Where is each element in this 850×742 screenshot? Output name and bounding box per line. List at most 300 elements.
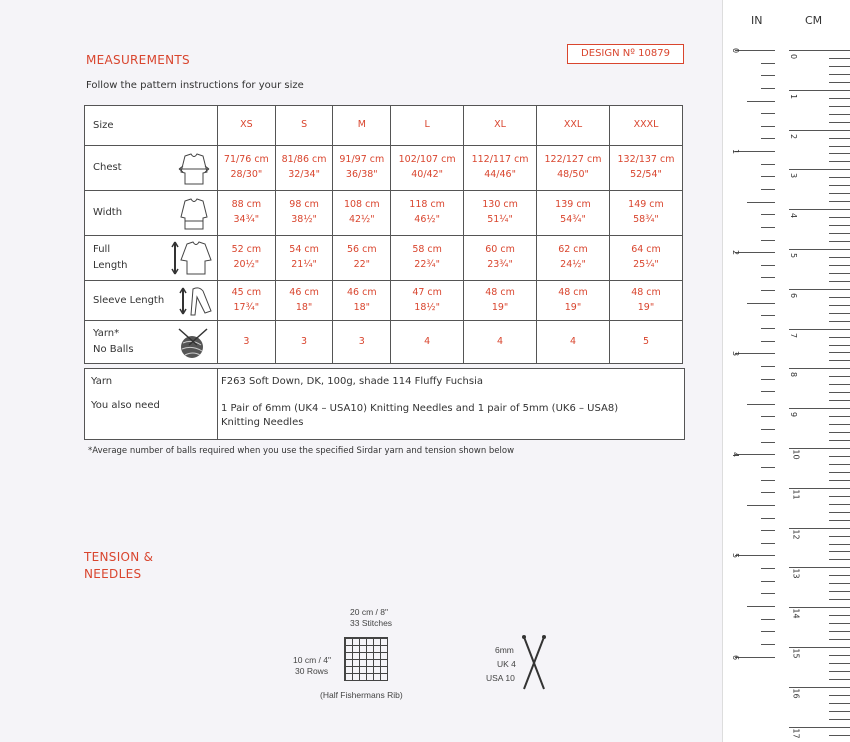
measurement-value: 3 <box>301 335 308 347</box>
row-label-cell <box>85 146 218 191</box>
inch-tick <box>761 581 775 582</box>
cm-tick <box>829 703 850 704</box>
size-m: M <box>333 106 391 146</box>
inch-scale <box>729 30 779 742</box>
measurement-value: 60 cm <box>485 244 515 256</box>
cm-tick <box>829 591 850 592</box>
cm-tick <box>829 265 850 266</box>
inch-tick <box>761 227 775 228</box>
measurement-value: 98 cm <box>289 199 319 211</box>
measurement-value: 52/54" <box>630 169 662 180</box>
measurement-cell <box>333 146 391 191</box>
cm-number: 17 <box>791 728 801 739</box>
measurement-cell <box>218 321 276 364</box>
cm-tick <box>829 161 850 162</box>
measurement-value: 54¾" <box>560 214 586 225</box>
cm-tick <box>829 297 850 298</box>
row-label: Sleeve Length <box>93 294 165 306</box>
cm-tick <box>829 106 850 107</box>
inch-tick <box>761 290 775 291</box>
cm-number: 16 <box>791 688 801 699</box>
inch-tick <box>761 619 775 620</box>
measurement-cell <box>391 146 464 191</box>
measurement-value: 18" <box>353 301 371 313</box>
measurement-value: 36/38" <box>345 169 378 180</box>
cm-number: 4 <box>789 213 799 219</box>
cm-tick <box>789 50 850 51</box>
measurement-value: 56 cm <box>347 244 377 256</box>
cm-tick <box>829 663 850 664</box>
measurement-value: 44/46" <box>484 169 516 180</box>
width-icon <box>177 197 211 237</box>
cm-number: 9 <box>789 412 799 418</box>
cm-tick <box>829 74 850 75</box>
measurement-value: 48 cm <box>558 286 588 298</box>
inch-tick <box>761 113 775 114</box>
yarn-label: Yarn <box>91 376 113 387</box>
cm-number: 7 <box>789 332 799 338</box>
cm-tick <box>829 360 850 361</box>
measurement-value: 48 cm <box>485 286 515 298</box>
cm-number: 8 <box>789 372 799 378</box>
row-label: Yarn* No Balls <box>93 328 134 355</box>
cm-tick <box>829 496 850 497</box>
cm-tick <box>829 146 850 147</box>
measurement-value: 54 cm <box>289 244 319 256</box>
measurement-value: 32/34" <box>288 169 320 180</box>
inch-tick <box>761 126 775 127</box>
inch-tick <box>735 252 775 253</box>
measurement-value: 46 cm <box>289 286 319 298</box>
cm-tick <box>829 98 850 99</box>
measurement-value: 132/137 cm <box>617 154 675 166</box>
cm-number: 3 <box>789 173 799 179</box>
yarn-value: F263 Soft Down, DK, 100g, shade 114 Fluffy Fuchsia <box>221 376 483 387</box>
measurement-row <box>85 146 683 191</box>
measurement-value: 48 cm <box>631 286 661 298</box>
inch-tick <box>761 176 775 177</box>
cm-number: 5 <box>789 252 799 259</box>
inch-tick <box>761 341 775 342</box>
inch-tick <box>761 240 775 241</box>
cm-tick <box>829 575 850 576</box>
cm-number: 11 <box>791 489 801 500</box>
inch-tick <box>761 543 775 544</box>
inch-tick <box>761 214 775 215</box>
measurement-value: 18½" <box>414 301 440 313</box>
cm-tick <box>829 376 850 377</box>
cm-tick <box>829 424 850 425</box>
measurement-value: 149 cm <box>628 199 664 211</box>
crossed-needles-icon <box>521 635 547 691</box>
inch-tick <box>747 303 775 304</box>
inch-tick <box>761 530 775 531</box>
measurement-value: 47 cm <box>412 286 442 298</box>
measurement-cell <box>275 236 333 281</box>
measurement-cell <box>275 281 333 321</box>
inch-tick <box>761 568 775 569</box>
measuring-ruler <box>722 0 850 742</box>
measurement-value: 22" <box>353 259 371 270</box>
inch-tick <box>761 442 775 443</box>
measurement-cell <box>333 191 391 236</box>
cm-tick <box>829 559 850 560</box>
measurement-cell <box>391 281 464 321</box>
cm-tick <box>829 138 850 139</box>
measurement-row <box>85 191 683 236</box>
measurement-cell <box>537 321 610 364</box>
measurement-value: 71/76 cm <box>223 154 269 166</box>
need-label: You also need <box>91 400 160 411</box>
cm-tick <box>829 392 850 393</box>
sleeve-icon <box>179 285 215 323</box>
cm-tick <box>829 257 850 258</box>
cm-number: 1 <box>789 93 799 99</box>
inch-tick <box>761 379 775 380</box>
needle-uk: UK 4 <box>497 659 516 669</box>
cm-number: 12 <box>791 529 801 540</box>
length-icon <box>171 240 215 282</box>
cm-tick <box>829 313 850 314</box>
cm-number: 13 <box>791 568 801 579</box>
inch-tick <box>761 265 775 266</box>
cm-tick <box>829 185 850 186</box>
measurement-value: 23¾" <box>487 259 513 270</box>
inch-tick <box>761 416 775 417</box>
inch-tick <box>761 63 775 64</box>
inch-number: 5 <box>731 553 741 559</box>
cm-tick <box>829 456 850 457</box>
inch-tick <box>761 277 775 278</box>
measurement-row <box>85 321 683 364</box>
measurement-value: 24½" <box>560 259 586 270</box>
measurement-value: 5 <box>642 335 649 347</box>
measurement-value: 108 cm <box>343 199 380 211</box>
measurement-value: 18" <box>295 301 313 313</box>
stitches-measure: 20 cm / 8" <box>350 607 388 617</box>
inch-tick <box>735 555 775 556</box>
measurement-row <box>85 281 683 321</box>
cm-tick <box>829 472 850 473</box>
inch-tick <box>735 50 775 51</box>
measurement-cell <box>609 236 682 281</box>
inch-tick <box>761 88 775 89</box>
cm-tick <box>829 695 850 696</box>
row-label-cell <box>85 191 218 236</box>
rows-count: 30 Rows <box>295 666 329 676</box>
measurement-cell <box>275 191 333 236</box>
cm-tick <box>829 273 850 274</box>
cm-tick <box>829 153 850 154</box>
cm-tick <box>789 209 850 210</box>
inch-tick <box>761 75 775 76</box>
cm-tick <box>829 551 850 552</box>
inch-tick <box>761 315 775 316</box>
measurement-cell <box>333 321 391 364</box>
size-xxl: XXL <box>537 106 610 146</box>
cm-tick <box>829 440 850 441</box>
inch-tick <box>761 492 775 493</box>
cm-tick <box>829 536 850 537</box>
measurements-heading: MEASUREMENTS <box>86 53 190 67</box>
cm-tick <box>829 416 850 417</box>
cm-tick <box>789 368 850 369</box>
cm-number: 0 <box>789 53 799 60</box>
measurement-cell <box>464 146 537 191</box>
measurement-cell <box>609 146 682 191</box>
inch-number: 2 <box>731 250 741 256</box>
cm-tick <box>829 480 850 481</box>
measurement-cell <box>218 191 276 236</box>
measurement-value: 81/86 cm <box>281 154 327 166</box>
measurement-value: 42½" <box>348 214 375 225</box>
measurement-value: 21¼" <box>291 259 317 270</box>
cm-tick <box>829 384 850 385</box>
cm-tick <box>789 249 850 250</box>
cm-tick <box>829 241 850 242</box>
cm-tick <box>829 321 850 322</box>
measurement-row <box>85 236 683 281</box>
inch-number: 1 <box>731 149 741 155</box>
measurement-value: 38½" <box>291 214 317 225</box>
measurement-value: 40/42" <box>411 169 443 180</box>
inch-tick <box>761 644 775 645</box>
inch-tick <box>761 391 775 392</box>
cm-tick <box>829 719 850 720</box>
measurement-value: 19" <box>637 301 655 313</box>
inch-tick <box>747 606 775 607</box>
size-header-row <box>85 106 683 146</box>
measurement-cell <box>218 281 276 321</box>
inch-tick <box>747 202 775 203</box>
measurement-value: 46½" <box>414 214 440 225</box>
size-l: L <box>391 106 464 146</box>
row-label-cell <box>85 281 218 321</box>
measurement-cell <box>464 236 537 281</box>
cm-tick <box>829 711 850 712</box>
row-label: Width <box>93 207 123 218</box>
measurement-value: 4 <box>424 335 431 347</box>
cm-tick <box>829 352 850 353</box>
measurement-value: 4 <box>497 335 504 347</box>
inch-tick <box>761 328 775 329</box>
cm-number: 15 <box>791 648 801 659</box>
inch-tick <box>735 454 775 455</box>
inch-number: 4 <box>731 452 741 458</box>
needle-usa: USA 10 <box>486 673 515 683</box>
measurement-value: 91/97 cm <box>339 154 385 166</box>
inch-tick <box>761 593 775 594</box>
measurement-value: 34¾" <box>233 214 260 225</box>
measurement-value: 19" <box>564 301 582 313</box>
measurement-value: 122/127 cm <box>544 154 602 166</box>
inch-number: 6 <box>731 654 741 660</box>
measurement-value: 48/50" <box>557 169 589 180</box>
measurement-cell <box>464 191 537 236</box>
row-label-cell <box>85 236 218 281</box>
measurement-cell <box>391 321 464 364</box>
cm-number: 14 <box>791 608 801 619</box>
measurement-value: 58¾" <box>633 214 659 225</box>
yarn-ball-icon <box>175 327 211 367</box>
measurement-cell <box>609 191 682 236</box>
measurement-value: 118 cm <box>409 199 445 211</box>
cm-number: 10 <box>791 449 801 460</box>
inch-number: 3 <box>731 351 741 357</box>
cm-tick <box>829 671 850 672</box>
measurement-value: 88 cm <box>231 199 262 211</box>
cm-tick <box>829 305 850 306</box>
measurement-cell <box>333 281 391 321</box>
measurement-value: 4 <box>569 335 577 347</box>
measurements-table <box>84 105 683 364</box>
measurement-cell <box>391 191 464 236</box>
cm-tick <box>789 408 850 409</box>
inch-tick <box>735 657 775 658</box>
cm-tick <box>829 233 850 234</box>
cm-tick <box>789 90 850 91</box>
cm-tick <box>829 631 850 632</box>
size-xs: XS <box>218 106 276 146</box>
measurement-cell <box>218 146 276 191</box>
inch-tick <box>747 404 775 405</box>
cm-tick <box>829 122 850 123</box>
needles-heading: NEEDLES <box>84 567 142 581</box>
inch-tick <box>761 518 775 519</box>
measurement-value: 102/107 cm <box>398 154 456 166</box>
cm-tick <box>829 281 850 282</box>
cm-tick <box>829 193 850 194</box>
cm-tick <box>829 337 850 338</box>
pattern-name: (Half Fishermans Rib) <box>320 690 403 700</box>
measurement-cell <box>275 321 333 364</box>
cm-tick <box>829 615 850 616</box>
yarn-box-divider <box>217 369 218 439</box>
measurement-cell <box>537 236 610 281</box>
cm-tick <box>829 225 850 226</box>
inch-number: 0 <box>731 47 741 54</box>
cm-tick <box>829 345 850 346</box>
chest-icon <box>177 152 211 192</box>
inch-tick <box>761 480 775 481</box>
cm-tick <box>829 114 850 115</box>
cm-tick <box>789 130 850 131</box>
measurement-value: 45 cm <box>231 286 262 298</box>
inch-tick <box>761 631 775 632</box>
cm-tick <box>829 400 850 401</box>
measurement-value: 25¼" <box>633 259 659 270</box>
cm-tick <box>829 639 850 640</box>
design-number: DESIGN Nº 10879 <box>567 44 684 64</box>
measurement-cell <box>609 281 682 321</box>
measurement-value: 3 <box>358 335 365 347</box>
measurement-value: 28/30" <box>230 169 263 180</box>
ruler-cm-label: CM <box>805 14 823 27</box>
measurement-value: 17¾" <box>233 301 260 313</box>
measurement-value: 22¾" <box>414 259 440 270</box>
tension-swatch-grid <box>344 637 388 681</box>
inch-tick <box>761 164 775 165</box>
inch-tick <box>761 429 775 430</box>
row-label: Full Length <box>93 244 128 271</box>
row-label-cell <box>85 321 218 364</box>
inch-tick <box>735 151 775 152</box>
cm-scale <box>789 30 850 742</box>
measurement-value: 19" <box>491 301 509 313</box>
measurement-value: 46 cm <box>347 286 377 298</box>
cm-number: 2 <box>789 133 799 139</box>
row-label: Chest <box>93 162 122 173</box>
size-xl: XL <box>464 106 537 146</box>
cm-tick <box>829 177 850 178</box>
ruler-in-label: IN <box>751 14 763 27</box>
cm-tick <box>829 623 850 624</box>
measurement-cell <box>537 191 610 236</box>
inch-tick <box>761 467 775 468</box>
cm-tick <box>829 66 850 67</box>
inch-tick <box>761 138 775 139</box>
measurement-cell <box>275 146 333 191</box>
measurement-cell <box>537 146 610 191</box>
measurement-value: 20½" <box>233 259 260 270</box>
tension-heading: TENSION & <box>84 550 154 564</box>
measurement-cell <box>464 281 537 321</box>
cm-tick <box>829 679 850 680</box>
cm-tick <box>829 432 850 433</box>
tension-diagram <box>290 605 550 715</box>
inch-tick <box>747 101 775 102</box>
cm-tick <box>829 583 850 584</box>
measurement-cell <box>537 281 610 321</box>
rows-measure: 10 cm / 4" <box>293 655 331 665</box>
size-xxxl: XXXL <box>609 106 682 146</box>
inch-tick <box>761 189 775 190</box>
cm-tick <box>829 599 850 600</box>
measurement-value: 112/117 cm <box>471 154 529 166</box>
measurement-value: 62 cm <box>558 244 588 256</box>
cm-tick <box>829 82 850 83</box>
cm-tick <box>829 201 850 202</box>
cm-tick <box>829 735 850 736</box>
measurement-cell <box>464 321 537 364</box>
measurement-cell <box>333 236 391 281</box>
measurement-value: 58 cm <box>412 244 442 256</box>
balls-footnote: *Average number of balls required when you use the specified Sirdar yarn and tension shown below <box>88 446 515 456</box>
inch-tick <box>747 505 775 506</box>
cm-tick <box>829 217 850 218</box>
measurement-value: 3 <box>243 335 250 347</box>
cm-tick <box>829 464 850 465</box>
need-value-line1: 1 Pair of 6mm (UK4 – USA10) Knitting Needles and 1 pair of 5mm (UK6 – USA8) <box>221 403 619 414</box>
inch-tick <box>735 353 775 354</box>
cm-tick <box>829 655 850 656</box>
cm-tick <box>789 169 850 170</box>
measurement-value: 130 cm <box>482 199 518 211</box>
yarn-box <box>84 368 685 440</box>
measurement-cell <box>391 236 464 281</box>
measurement-value: 139 cm <box>555 199 591 211</box>
size-label: Size <box>85 106 218 146</box>
instructions-text: Follow the pattern instructions for your size <box>86 80 304 91</box>
needle-size: 6mm <box>495 645 514 655</box>
measurement-value: 64 cm <box>631 244 661 256</box>
cm-number: 6 <box>789 292 799 298</box>
cm-tick <box>829 544 850 545</box>
stitches-count: 33 Stitches <box>350 618 393 628</box>
cm-tick <box>829 512 850 513</box>
measurement-cell <box>609 321 682 364</box>
measurement-cell <box>218 236 276 281</box>
